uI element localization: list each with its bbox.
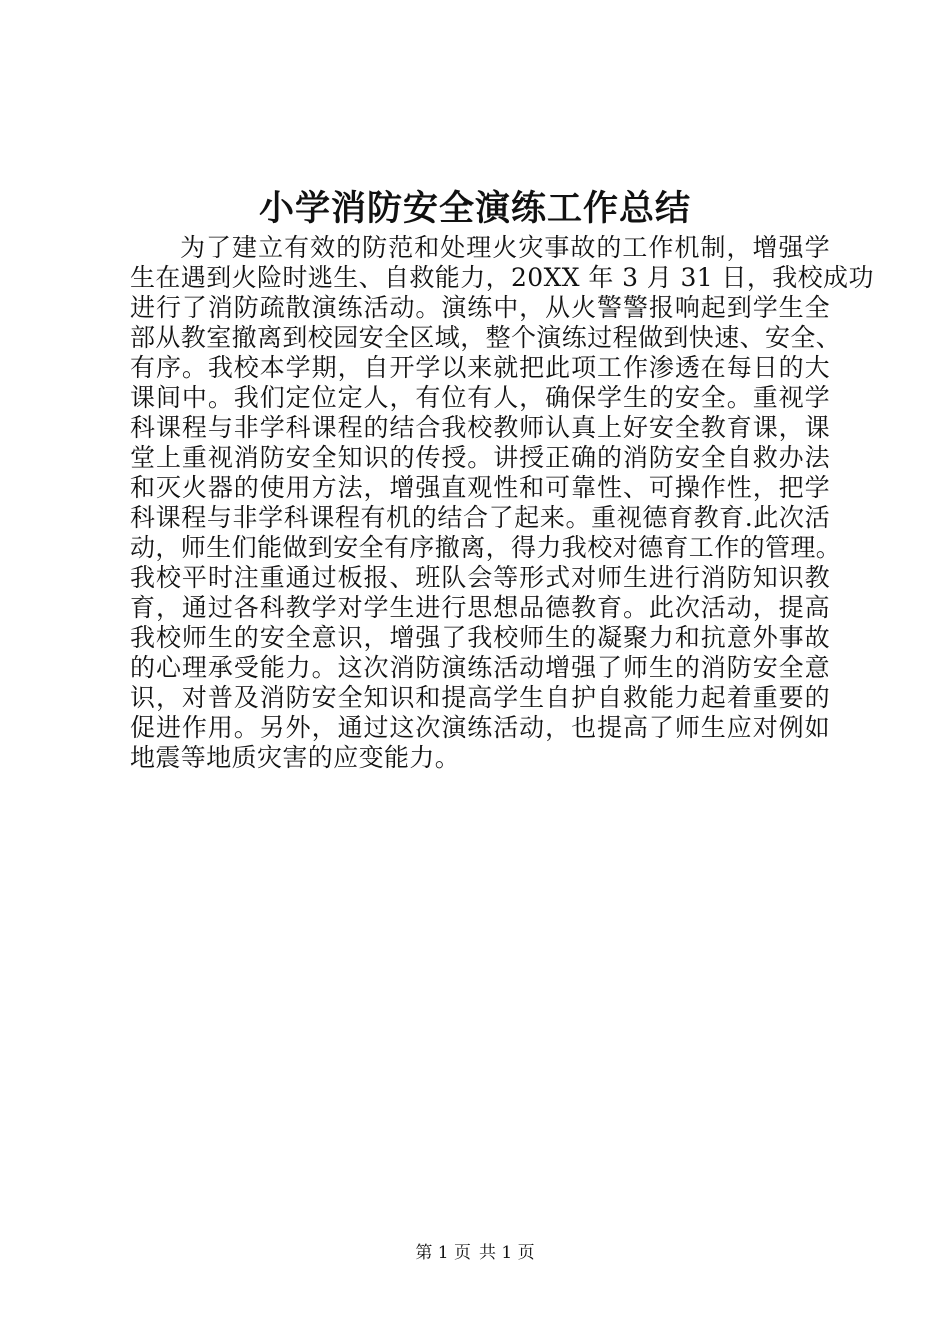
body-line: 课间中。我们定位定人，有位有人，确保学生的安全。重视学	[130, 383, 830, 412]
body-line: 我校师生的安全意识，增强了我校师生的凝聚力和抗意外事故	[130, 623, 830, 652]
document-body	[130, 233, 874, 773]
page-total: 共 1 页	[479, 1243, 535, 1263]
body-line: 堂上重视消防安全知识的传授。讲授正确的消防安全自救办法	[130, 443, 830, 472]
body-line: 识，对普及消防安全知识和提高学生自护自救能力起着重要的	[130, 683, 830, 712]
body-line: 有序。我校本学期，自开学以来就把此项工作渗透在每日的大	[130, 353, 830, 382]
body-line: 生在遇到火险时逃生、自救能力，20XX 年 3 月 31 日，我校成功	[130, 263, 874, 292]
body-line: 科课程与非学科课程有机的结合了起来。重视德育教育.此次活	[130, 503, 830, 532]
document-title: 小学消防安全演练工作总结	[258, 188, 691, 229]
body-line: 部从教室撤离到校园安全区域，整个演练过程做到快速、安全、	[130, 323, 842, 352]
body-line: 进行了消防疏散演练活动。演练中，从火警警报响起到学生全	[130, 293, 830, 322]
page-footer	[0, 1241, 950, 1265]
body-line: 育，通过各科教学对学生进行思想品德教育。此次活动，提高	[130, 593, 830, 622]
page-number: 第 1 页	[415, 1243, 471, 1263]
body-line: 科课程与非学科课程的结合我校教师认真上好安全教育课，课	[130, 413, 830, 442]
body-line: 促进作用。另外，通过这次演练活动，也提高了师生应对例如	[130, 713, 830, 742]
body-line: 和灭火器的使用方法，增强直观性和可靠性、可操作性，把学	[130, 473, 830, 502]
body-line: 为了建立有效的防范和处理火灾事故的工作机制，增强学	[180, 233, 830, 262]
body-line: 动，师生们能做到安全有序撤离，得力我校对德育工作的管理。	[130, 533, 842, 562]
body-line: 地震等地质灾害的应变能力。	[130, 743, 461, 772]
body-line: 的心理承受能力。这次消防演练活动增强了师生的消防安全意	[130, 653, 830, 682]
body-line: 我校平时注重通过板报、班队会等形式对师生进行消防知识教	[130, 563, 830, 592]
